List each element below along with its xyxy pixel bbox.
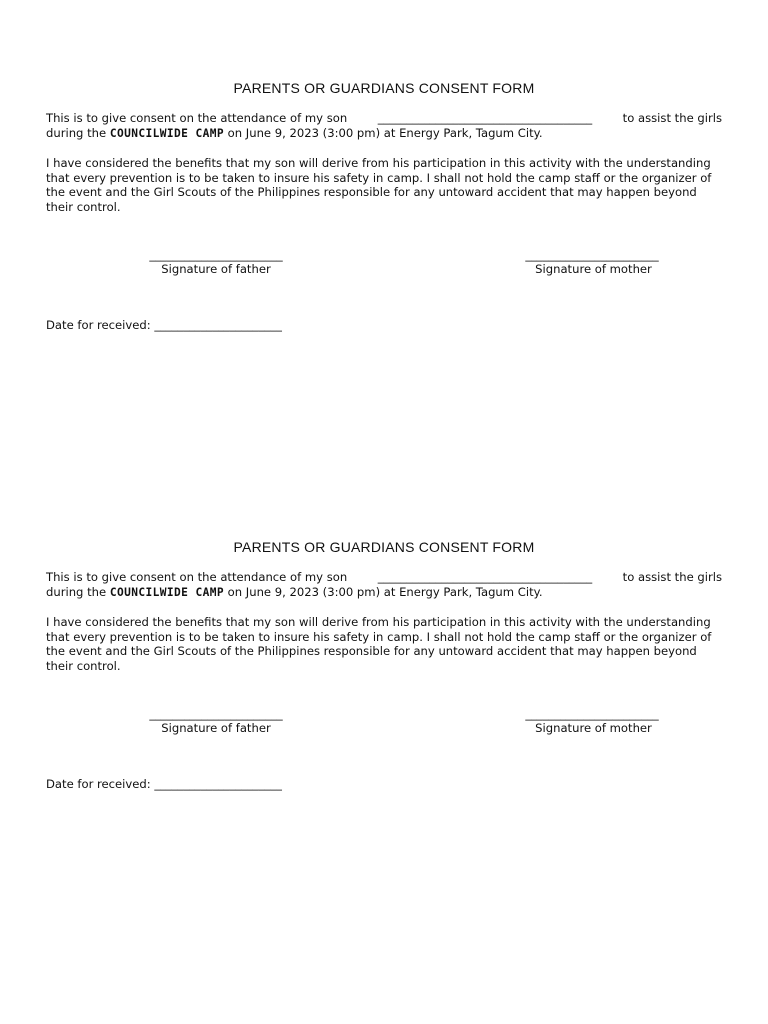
consent-line <box>46 111 722 126</box>
father-signature <box>116 707 316 735</box>
event-name: COUNCILWIDE CAMP <box>109 126 224 140</box>
consent-form <box>0 537 768 937</box>
during-prefix: during the <box>46 584 107 599</box>
father-signature-label: Signature of father <box>161 721 271 735</box>
date-label: Date for received: <box>46 777 151 791</box>
consent-line <box>46 570 722 585</box>
consent-after-blank: to assist the girls <box>622 111 722 125</box>
date-received-row <box>46 777 282 791</box>
father-signature-line[interactable]: _______________________ <box>149 248 283 262</box>
during-prefix: during the <box>46 125 107 140</box>
father-signature-label: Signature of father <box>161 262 271 276</box>
mother-signature-label: Signature of mother <box>535 721 652 735</box>
date-blank[interactable]: ______________________ <box>154 777 282 791</box>
mother-signature-label: Signature of mother <box>535 262 652 276</box>
consent-intro: This is to give consent on the attendance of my son <box>46 570 348 584</box>
understanding-paragraph: I have considered the benefits that my son will derive from his participation in this activity with the understanding that every prevention is to be taken to insure his safety in camp. I shall not hold the camp staff or the organizer of the event and the Girl Scouts of the Philippines responsible for any untoward accident that may happen beyond their control. <box>46 156 712 214</box>
mother-signature-line[interactable]: _______________________ <box>525 248 659 262</box>
understanding-paragraph: I have considered the benefits that my son will derive from his participation in this activity with the understanding that every prevention is to be taken to insure his safety in camp. I shall not hold the camp staff or the organizer of the event and the Girl Scouts of the Philippines responsible for any untoward accident that may happen beyond their control. <box>46 615 712 673</box>
consent-form <box>0 78 768 478</box>
event-details: on June 9, 2023 (3:00 pm) at Energy Park, Tagum City. <box>227 125 543 140</box>
form-title: PARENTS OR GUARDIANS CONSENT FORM <box>233 80 535 96</box>
consent-paragraph <box>46 111 722 141</box>
consent-intro: This is to give consent on the attendance of my son <box>46 111 348 125</box>
mother-signature-line[interactable]: _______________________ <box>525 707 659 721</box>
form-title: PARENTS OR GUARDIANS CONSENT FORM <box>233 539 535 555</box>
event-name: COUNCILWIDE CAMP <box>109 585 224 599</box>
date-received-row <box>46 318 282 332</box>
consent-paragraph <box>46 570 722 600</box>
mother-signature <box>492 707 692 735</box>
date-blank[interactable]: ______________________ <box>154 318 282 332</box>
consent-after-blank: to assist the girls <box>622 570 722 584</box>
son-name-blank[interactable]: _____________________________________ <box>377 570 593 584</box>
father-signature-line[interactable]: _______________________ <box>149 707 283 721</box>
father-signature <box>116 248 316 276</box>
event-line <box>46 126 722 142</box>
date-label: Date for received: <box>46 318 151 332</box>
event-line <box>46 585 722 601</box>
son-name-blank[interactable]: _____________________________________ <box>377 111 593 125</box>
mother-signature <box>492 248 692 276</box>
event-details: on June 9, 2023 (3:00 pm) at Energy Park, Tagum City. <box>227 584 543 599</box>
